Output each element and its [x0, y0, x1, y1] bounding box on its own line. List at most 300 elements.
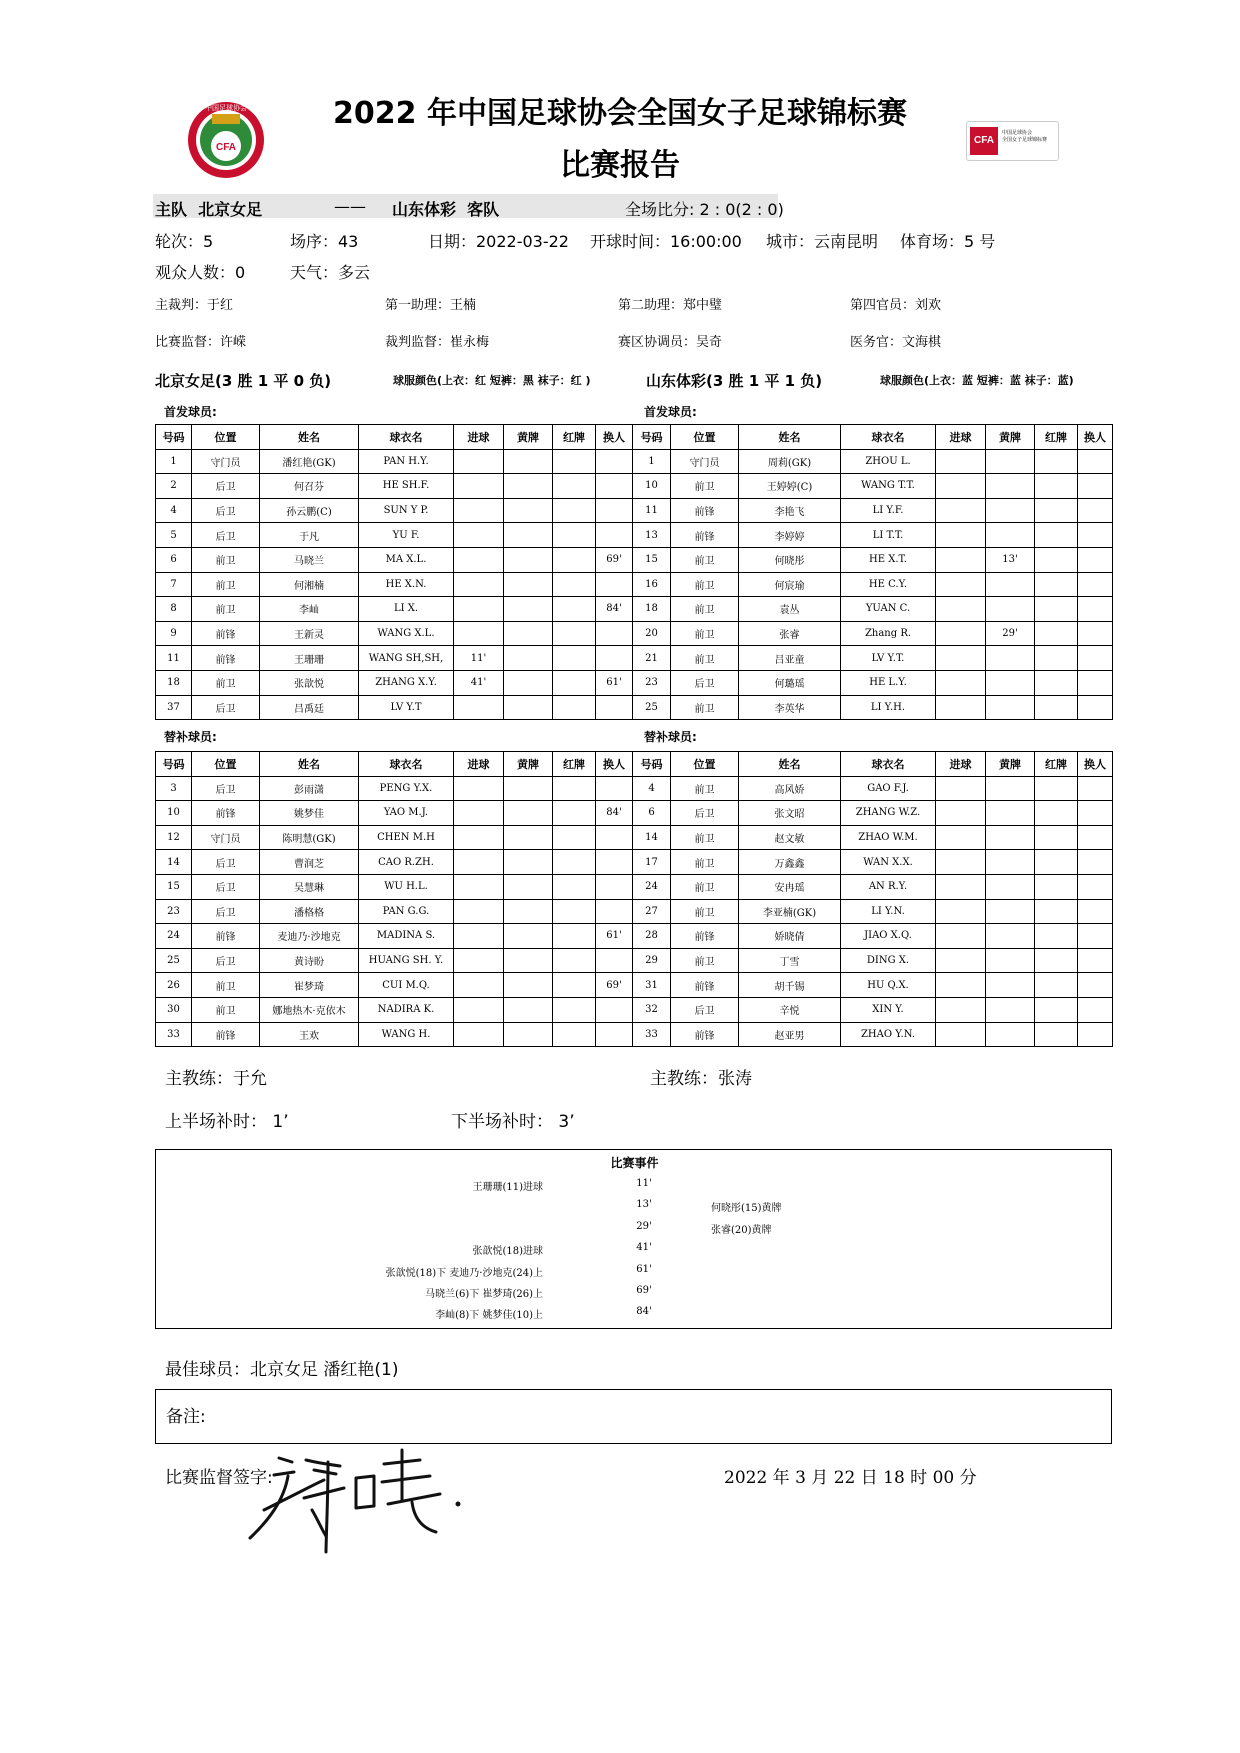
- event-minute: 11': [636, 1178, 652, 1189]
- cell-yellow: [504, 924, 553, 949]
- cell-goals: [454, 997, 504, 1022]
- cell-name: 王新灵: [260, 621, 359, 646]
- cell-yellow: [986, 997, 1035, 1022]
- cell-yellow: [986, 597, 1035, 622]
- cell-name: 高风娇: [739, 776, 841, 801]
- cell-yellow: [504, 670, 553, 695]
- cell-substitution: [1078, 670, 1113, 695]
- cell-shirt-name: LI Y.F.: [841, 498, 936, 523]
- cell-substitution: [1078, 597, 1113, 622]
- cell-yellow: [504, 825, 553, 850]
- cell-number: 1: [633, 449, 671, 474]
- cell-red: [553, 973, 596, 998]
- away-starters-table: [632, 424, 1113, 720]
- cell-name: 陈明慧(GK): [260, 825, 359, 850]
- table-row: [156, 621, 633, 646]
- cell-name: 崔梦琦: [260, 973, 359, 998]
- cell-shirt-name: LV Y.T.: [841, 646, 936, 671]
- match-commissioner: 比赛监督：许嵘: [155, 335, 247, 350]
- cell-position: 后卫: [671, 801, 739, 826]
- cell-position: 前卫: [671, 547, 739, 572]
- cell-number: 15: [633, 547, 671, 572]
- cell-name: 李婷婷: [739, 523, 841, 548]
- cell-yellow: [986, 474, 1035, 499]
- cell-yellow: [504, 776, 553, 801]
- home-subs-table: [155, 751, 633, 1047]
- cell-goals: [454, 776, 504, 801]
- cell-substitution: [1078, 973, 1113, 998]
- cell-red: [553, 621, 596, 646]
- cell-substitution: [1078, 547, 1113, 572]
- stadium: 体育场：5 号: [900, 232, 996, 251]
- second-half-stoppage: 下半场补时： 3’: [451, 1112, 575, 1132]
- cell-goals: [936, 572, 986, 597]
- cell-yellow: 29': [986, 621, 1035, 646]
- cell-name: 周莉(GK): [739, 449, 841, 474]
- home-label: 主队 北京女足: [155, 200, 263, 219]
- cell-shirt-name: ZHAO W.M.: [841, 825, 936, 850]
- cell-yellow: [504, 874, 553, 899]
- header-goals: 进球: [454, 425, 504, 450]
- cell-shirt-name: CUI M.Q.: [359, 973, 454, 998]
- cell-name: 张睿: [739, 621, 841, 646]
- header-red: 红牌: [1035, 752, 1078, 777]
- event-home-text: 王珊珊(11)进球: [472, 1182, 543, 1193]
- cell-number: 25: [633, 695, 671, 720]
- cell-position: 前卫: [671, 899, 739, 924]
- cell-shirt-name: HE X.N.: [359, 572, 454, 597]
- cell-number: 13: [633, 523, 671, 548]
- cell-goals: [454, 449, 504, 474]
- cell-shirt-name: LI X.: [359, 597, 454, 622]
- cell-number: 4: [156, 498, 192, 523]
- cell-number: 33: [156, 1022, 192, 1047]
- cell-substitution: [596, 899, 633, 924]
- signature-label: 比赛监督签字:: [165, 1468, 273, 1488]
- cell-goals: [454, 597, 504, 622]
- cell-shirt-name: YAO M.J.: [359, 801, 454, 826]
- cell-substitution: 84': [596, 801, 633, 826]
- cell-substitution: [1078, 924, 1113, 949]
- table-row: [633, 474, 1113, 499]
- header-shirt-name: 球衣名: [359, 752, 454, 777]
- header-position: 位置: [192, 425, 260, 450]
- cell-name: 王婷婷(C): [739, 474, 841, 499]
- cell-shirt-name: WANG X.L.: [359, 621, 454, 646]
- cell-goals: [936, 449, 986, 474]
- cell-substitution: [1078, 825, 1113, 850]
- cell-goals: [936, 801, 986, 826]
- cell-substitution: [596, 449, 633, 474]
- cell-substitution: [1078, 801, 1113, 826]
- cell-substitution: 61': [596, 670, 633, 695]
- cell-red: [553, 825, 596, 850]
- table-row: [156, 776, 633, 801]
- table-row: [633, 825, 1113, 850]
- event-minute: 13': [636, 1199, 652, 1211]
- cell-number: 14: [633, 825, 671, 850]
- cell-shirt-name: MA X.L.: [359, 547, 454, 572]
- cell-name: 张文昭: [739, 801, 841, 826]
- cell-position: 后卫: [192, 498, 260, 523]
- cell-number: 30: [156, 997, 192, 1022]
- cell-position: 前卫: [671, 572, 739, 597]
- cell-number: 2: [156, 474, 192, 499]
- cell-substitution: [596, 695, 633, 720]
- cell-position: 前卫: [671, 776, 739, 801]
- cell-number: 24: [633, 874, 671, 899]
- cell-shirt-name: WANG SH,SH,: [359, 646, 454, 671]
- cell-substitution: [1078, 572, 1113, 597]
- event-row: [156, 1199, 1113, 1219]
- cell-goals: [936, 776, 986, 801]
- cell-position: 后卫: [671, 670, 739, 695]
- table-row: [633, 621, 1113, 646]
- events-title: 比赛事件: [610, 1156, 659, 1170]
- cell-red: [1035, 973, 1078, 998]
- cell-red: [553, 572, 596, 597]
- cell-number: 27: [633, 899, 671, 924]
- cell-shirt-name: WANG H.: [359, 1022, 454, 1047]
- cell-shirt-name: PAN H.Y.: [359, 449, 454, 474]
- cell-goals: [936, 825, 986, 850]
- kickoff-time: 开球时间：16:00:00: [590, 232, 742, 251]
- header-yellow: 黄牌: [986, 425, 1035, 450]
- cell-red: [553, 449, 596, 474]
- header-goals: 进球: [936, 425, 986, 450]
- cell-number: 6: [633, 801, 671, 826]
- cell-goals: [936, 547, 986, 572]
- cell-yellow: [986, 850, 1035, 875]
- cell-shirt-name: PENG Y.X.: [359, 776, 454, 801]
- remarks-box: [155, 1389, 1112, 1444]
- cell-red: [553, 899, 596, 924]
- cell-shirt-name: ZHAO Y.N.: [841, 1022, 936, 1047]
- away-team-title: 山东体彩(3 胜 1 平 1 负): [646, 372, 823, 390]
- away-subs-table: [632, 751, 1113, 1047]
- cell-position: 后卫: [192, 899, 260, 924]
- cell-goals: [454, 899, 504, 924]
- full-score: 全场比分: 2 : 0(2 : 0): [625, 200, 784, 219]
- match-events-box: [155, 1149, 1112, 1329]
- table-row: [633, 597, 1113, 622]
- cell-name: 辛悦: [739, 997, 841, 1022]
- cell-red: [1035, 874, 1078, 899]
- cell-position: 前卫: [192, 597, 260, 622]
- cell-name: 赵文敏: [739, 825, 841, 850]
- cell-goals: [454, 474, 504, 499]
- cell-name: 张歆悦: [260, 670, 359, 695]
- first-half-stoppage: 上半场补时： 1’: [165, 1112, 289, 1132]
- header-yellow: 黄牌: [504, 425, 553, 450]
- cell-substitution: [1078, 899, 1113, 924]
- cell-position: 前卫: [192, 547, 260, 572]
- cell-substitution: [1078, 1022, 1113, 1047]
- event-row: [156, 1264, 1113, 1284]
- left-logo-mark: CFA: [216, 142, 236, 153]
- table-row: [633, 924, 1113, 949]
- header-red: 红牌: [553, 752, 596, 777]
- table-row: [156, 973, 633, 998]
- cell-number: 31: [633, 973, 671, 998]
- referee-assessor: 裁判监督：崔永梅: [385, 335, 490, 350]
- cell-goals: 41': [454, 670, 504, 695]
- cell-red: [553, 997, 596, 1022]
- cell-shirt-name: LI T.T.: [841, 523, 936, 548]
- cell-shirt-name: XIN Y.: [841, 997, 936, 1022]
- cell-shirt-name: PAN G.G.: [359, 899, 454, 924]
- cell-position: 前锋: [671, 498, 739, 523]
- match-number: 场序：43: [290, 232, 359, 251]
- cell-red: [1035, 948, 1078, 973]
- header-position: 位置: [671, 752, 739, 777]
- cell-number: 10: [156, 801, 192, 826]
- cell-substitution: [596, 874, 633, 899]
- cell-red: [1035, 924, 1078, 949]
- cell-position: 前卫: [671, 948, 739, 973]
- cell-goals: [454, 498, 504, 523]
- header-shirt-name: 球衣名: [841, 752, 936, 777]
- cell-number: 15: [156, 874, 192, 899]
- cell-shirt-name: SUN Y P.: [359, 498, 454, 523]
- cell-position: 后卫: [192, 948, 260, 973]
- medical-officer: 医务官：文海棋: [850, 335, 942, 350]
- table-row: [633, 973, 1113, 998]
- cell-shirt-name: ZHOU L.: [841, 449, 936, 474]
- cell-number: 17: [633, 850, 671, 875]
- attendance: 观众人数：0: [155, 263, 246, 282]
- cell-red: [1035, 523, 1078, 548]
- table-row: [156, 498, 633, 523]
- cell-shirt-name: CHEN M.H: [359, 825, 454, 850]
- cell-number: 29: [633, 948, 671, 973]
- cell-substitution: [596, 776, 633, 801]
- cell-red: [1035, 547, 1078, 572]
- event-away-text: 何晓彤(15)黄牌: [711, 1203, 782, 1215]
- cell-position: 前锋: [192, 801, 260, 826]
- cell-red: [1035, 695, 1078, 720]
- header-yellow: 黄牌: [986, 752, 1035, 777]
- cell-goals: [936, 695, 986, 720]
- cell-yellow: [504, 523, 553, 548]
- cell-shirt-name: DING X.: [841, 948, 936, 973]
- header-substitution: 换人: [596, 425, 633, 450]
- cell-position: 前卫: [192, 670, 260, 695]
- table-header-row: [156, 752, 633, 777]
- cell-position: 守门员: [671, 449, 739, 474]
- best-player: 最佳球员：北京女足 潘红艳(1): [165, 1360, 399, 1380]
- table-row: [156, 449, 633, 474]
- cell-substitution: 84': [596, 597, 633, 622]
- cell-goals: [454, 695, 504, 720]
- cell-shirt-name: WAN X.X.: [841, 850, 936, 875]
- cell-position: 前锋: [192, 1022, 260, 1047]
- cell-name: 李英华: [739, 695, 841, 720]
- cell-substitution: [1078, 948, 1113, 973]
- table-row: [156, 572, 633, 597]
- cell-shirt-name: HU Q.X.: [841, 973, 936, 998]
- cell-red: [553, 597, 596, 622]
- cell-yellow: [504, 1022, 553, 1047]
- cell-position: 前锋: [671, 1022, 739, 1047]
- cell-shirt-name: HE SH.F.: [359, 474, 454, 499]
- cell-red: [553, 850, 596, 875]
- cell-yellow: [986, 572, 1035, 597]
- cell-number: 18: [633, 597, 671, 622]
- table-row: [633, 523, 1113, 548]
- cell-position: 前锋: [671, 523, 739, 548]
- table-row: [633, 1022, 1113, 1047]
- cell-name: 何召芬: [260, 474, 359, 499]
- event-home-text: 张歆悦(18)下 麦迪乃·沙地克(24)上: [385, 1267, 543, 1279]
- cell-name: 何宸瑜: [739, 572, 841, 597]
- away-head-coach: 主教练：张涛: [650, 1069, 752, 1089]
- cell-position: 前卫: [671, 825, 739, 850]
- cell-substitution: [1078, 874, 1113, 899]
- cell-shirt-name: Zhang R.: [841, 621, 936, 646]
- cell-yellow: [986, 801, 1035, 826]
- cell-position: 后卫: [192, 695, 260, 720]
- table-row: [633, 801, 1113, 826]
- right-logo: [966, 121, 1059, 161]
- cell-name: 何璐瑶: [739, 670, 841, 695]
- cell-name: 安冉瑶: [739, 874, 841, 899]
- cell-shirt-name: WU H.L.: [359, 874, 454, 899]
- event-row: [156, 1242, 1113, 1262]
- cell-red: [553, 547, 596, 572]
- cell-shirt-name: WANG T.T.: [841, 474, 936, 499]
- cell-name: 曹润芝: [260, 850, 359, 875]
- table-row: [156, 899, 633, 924]
- event-home-text: 张歆悦(18)进球: [472, 1246, 543, 1258]
- cell-number: 16: [633, 572, 671, 597]
- cell-shirt-name: ZHANG W.Z.: [841, 801, 936, 826]
- signed-time: 2022 年 3 月 22 日 18 时 00 分: [724, 1468, 977, 1488]
- cell-shirt-name: MADINA S.: [359, 924, 454, 949]
- cell-yellow: [504, 695, 553, 720]
- cell-goals: [454, 825, 504, 850]
- cell-substitution: [1078, 776, 1113, 801]
- cell-substitution: [596, 498, 633, 523]
- header-goals: 进球: [454, 752, 504, 777]
- cell-goals: 11': [454, 646, 504, 671]
- cell-substitution: [1078, 850, 1113, 875]
- cell-position: 后卫: [192, 874, 260, 899]
- cell-number: 25: [156, 948, 192, 973]
- cell-name: 吴慧琳: [260, 874, 359, 899]
- header-substitution: 换人: [596, 752, 633, 777]
- cell-yellow: [986, 695, 1035, 720]
- cell-substitution: [596, 997, 633, 1022]
- cell-position: 前锋: [192, 646, 260, 671]
- table-row: [633, 547, 1113, 572]
- table-row: [633, 572, 1113, 597]
- fourth-official: 第四官员：刘欢: [850, 298, 942, 313]
- table-row: [156, 825, 633, 850]
- cell-red: [553, 776, 596, 801]
- cell-red: [553, 498, 596, 523]
- cell-substitution: [1078, 474, 1113, 499]
- cell-number: 11: [156, 646, 192, 671]
- cell-yellow: [504, 572, 553, 597]
- cell-yellow: [986, 825, 1035, 850]
- cell-goals: [936, 1022, 986, 1047]
- cell-red: [1035, 997, 1078, 1022]
- cell-number: 26: [156, 973, 192, 998]
- table-row: [633, 850, 1113, 875]
- cell-goals: [454, 948, 504, 973]
- vs-dash: ——: [334, 197, 366, 216]
- cell-number: 32: [633, 997, 671, 1022]
- cell-number: 21: [633, 646, 671, 671]
- cell-yellow: [504, 621, 553, 646]
- header-red: 红牌: [1035, 425, 1078, 450]
- cell-red: [553, 670, 596, 695]
- table-header-row: [156, 425, 633, 450]
- table-row: [633, 948, 1113, 973]
- cell-number: 14: [156, 850, 192, 875]
- cell-substitution: [1078, 695, 1113, 720]
- cell-number: 8: [156, 597, 192, 622]
- cell-position: 前卫: [671, 646, 739, 671]
- cell-substitution: [596, 572, 633, 597]
- cell-position: 后卫: [192, 776, 260, 801]
- header-name: 姓名: [260, 752, 359, 777]
- event-minute: 29': [636, 1220, 652, 1232]
- cell-goals: [936, 850, 986, 875]
- cell-position: 前卫: [671, 597, 739, 622]
- assistant-referee-2: 第二助理：郑中璧: [618, 298, 723, 313]
- table-row: [633, 670, 1113, 695]
- event-minute: 84': [636, 1306, 652, 1318]
- table-row: [156, 997, 633, 1022]
- event-minute: 61': [636, 1263, 652, 1275]
- cell-position: 前卫: [671, 695, 739, 720]
- cell-red: [1035, 621, 1078, 646]
- cell-substitution: [596, 646, 633, 671]
- cell-substitution: [1078, 646, 1113, 671]
- cell-goals: [454, 621, 504, 646]
- cell-yellow: [986, 523, 1035, 548]
- cell-substitution: [1078, 997, 1113, 1022]
- event-home-text: 李屾(8)下 姚梦佳(10)上: [435, 1310, 543, 1322]
- table-row: [633, 695, 1113, 720]
- match-date: 日期：2022-03-22: [428, 232, 569, 251]
- remarks-label: 备注:: [166, 1407, 206, 1427]
- cell-name: 吕禹廷: [260, 695, 359, 720]
- cell-goals: [454, 850, 504, 875]
- cell-number: 20: [633, 621, 671, 646]
- away-kit-colors: 球服颜色(上衣：蓝 短裤：蓝 袜子：蓝): [880, 374, 1074, 387]
- cell-yellow: [504, 597, 553, 622]
- header-shirt-name: 球衣名: [359, 425, 454, 450]
- header-number: 号码: [633, 752, 671, 777]
- table-row: [156, 597, 633, 622]
- cell-yellow: [986, 670, 1035, 695]
- cell-yellow: [986, 498, 1035, 523]
- cell-substitution: [596, 825, 633, 850]
- home-subs-label: 替补球员:: [164, 730, 217, 744]
- cell-number: 5: [156, 523, 192, 548]
- cell-goals: [936, 523, 986, 548]
- city: 城市：云南昆明: [766, 232, 879, 251]
- cell-name: 于凡: [260, 523, 359, 548]
- round: 轮次：5: [155, 232, 214, 251]
- table-row: [633, 498, 1113, 523]
- table-row: [156, 801, 633, 826]
- cell-goals: [936, 498, 986, 523]
- cell-shirt-name: CAO R.ZH.: [359, 850, 454, 875]
